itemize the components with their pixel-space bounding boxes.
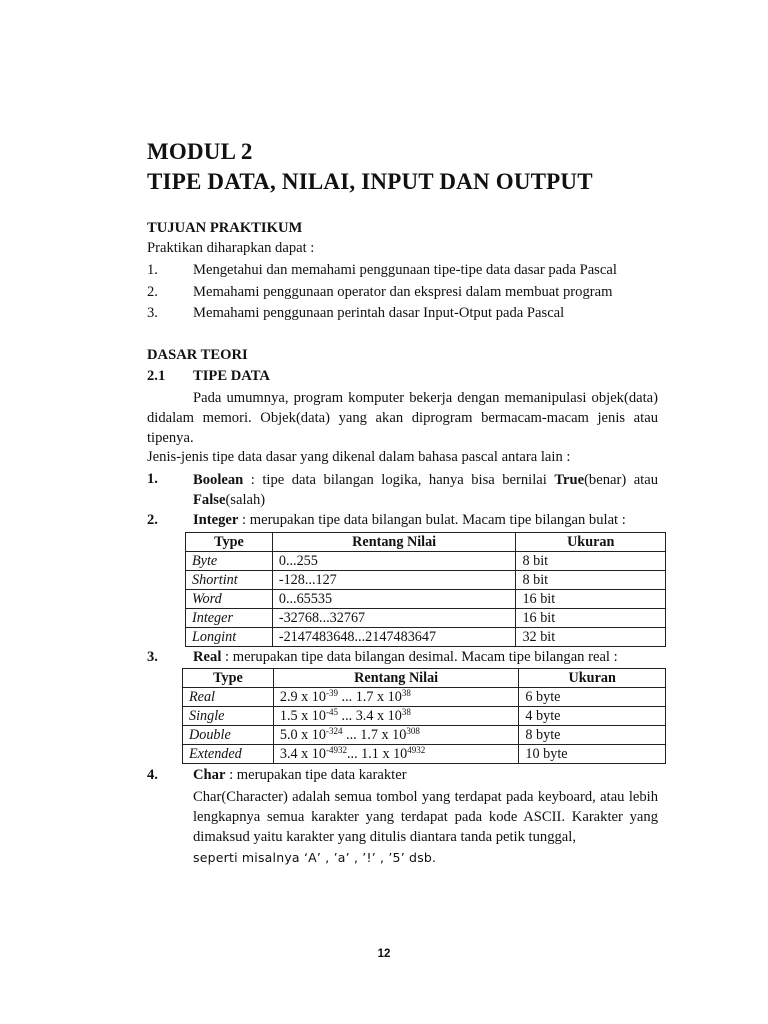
jenis-intro: Jenis-jenis tipe data dasar yang dikenal dalam bahasa pascal antara lain : xyxy=(147,449,571,465)
tujuan-item-1-num: 1. xyxy=(147,262,158,278)
type-cell: Shortint xyxy=(186,571,273,590)
real-description xyxy=(193,648,618,667)
header-size: Ukuran xyxy=(519,669,666,688)
tujuan-item-3-text: Memahami penggunaan perintah dasar Input-Otput pada Pascal xyxy=(193,305,565,321)
range-cell: 0...65535 xyxy=(272,590,516,609)
integer-text: : merupakan tipe data bilangan bulat. Macam tipe bilangan bulat : xyxy=(238,512,626,528)
char-term: Char xyxy=(193,767,226,783)
header-range: Rentang Nilai xyxy=(272,533,516,552)
range-cell: -128...127 xyxy=(272,571,516,590)
integer-num: 2. xyxy=(147,512,158,528)
range-cell xyxy=(273,688,519,707)
real-type-table xyxy=(182,668,666,764)
range-cell: -2147483648...2147483647 xyxy=(272,628,516,647)
size-cell: 8 bit xyxy=(516,571,666,590)
range-cell xyxy=(273,745,519,764)
boolean-text-a: : tipe data bilangan logika, hanya bisa bernilai xyxy=(243,472,555,488)
range-low-mantissa: 3.4 x 10 xyxy=(279,745,326,762)
table-row xyxy=(183,688,666,707)
range-high-mantissa: 1.7 x 10 xyxy=(360,726,407,743)
size-cell: 6 byte xyxy=(519,688,666,707)
tujuan-item-2-num: 2. xyxy=(147,284,158,300)
char-num: 4. xyxy=(147,767,158,783)
tujuan-intro: Praktikan diharapkan dapat : xyxy=(147,240,315,256)
range-cell xyxy=(273,707,519,726)
integer-type-table xyxy=(185,532,666,647)
true-word: True xyxy=(554,472,585,488)
boolean-description xyxy=(193,470,658,510)
char-paragraph: Char(Character) adalah semua tombol yang terdapat pada keyboard, atau lebih lengkapnya semua karakter yang terdapat pada kode ASCII. Karakter yang dimaksud yaitu karakter yang ditulis diantara tanda petik tunggal, xyxy=(193,789,658,845)
tujuan-item-3-num: 3. xyxy=(147,305,158,321)
range-low-exponent: -324 xyxy=(325,725,343,736)
table-row xyxy=(186,571,666,590)
char-description xyxy=(193,766,407,785)
char-example: seperti misalnya ‘A’ , ’a’ , ’!’ , ’5’ dsb. xyxy=(193,850,437,865)
table-row xyxy=(183,707,666,726)
real-num: 3. xyxy=(147,649,158,665)
range-high-mantissa: 1.7 x 10 xyxy=(355,688,402,705)
header-range: Rentang Nilai xyxy=(273,669,519,688)
header-type: Type xyxy=(183,669,274,688)
size-cell: 16 bit xyxy=(516,590,666,609)
table-row xyxy=(186,609,666,628)
size-cell: 10 byte xyxy=(519,745,666,764)
table-row xyxy=(183,726,666,745)
range-high-exponent: 308 xyxy=(406,725,420,736)
boolean-text-b: (benar) atau xyxy=(584,472,658,488)
header-size: Ukuran xyxy=(516,533,666,552)
table-row xyxy=(186,552,666,571)
size-cell: 4 byte xyxy=(519,707,666,726)
table-header-row xyxy=(186,533,666,552)
range-low-exponent: -39 xyxy=(325,687,338,698)
size-cell: 8 byte xyxy=(519,726,666,745)
boolean-num: 1. xyxy=(147,471,158,487)
module-title: TIPE DATA, NILAI, INPUT DAN OUTPUT xyxy=(147,169,593,194)
range-low-mantissa: 1.5 x 10 xyxy=(279,707,326,724)
tipe-data-paragraph: Pada umumnya, program komputer bekerja dengan memanipulasi objek(data) didalam memori. Objek(data) yang akan diprogram bermacam-macam jenis atau tipenya. xyxy=(147,390,658,446)
table-row xyxy=(183,745,666,764)
range-low-mantissa: 2.9 x 10 xyxy=(279,688,326,705)
section-title: TIPE DATA xyxy=(193,368,270,384)
range-separator: ... xyxy=(337,707,356,724)
module-number-title: MODUL 2 xyxy=(147,139,253,164)
type-cell: Single xyxy=(183,707,274,726)
tujuan-heading: TUJUAN PRAKTIKUM xyxy=(147,220,303,236)
range-low-exponent: -4932 xyxy=(325,744,347,755)
type-cell: Real xyxy=(183,688,274,707)
tujuan-item-1-text: Mengetahui dan memahami penggunaan tipe-tipe data dasar pada Pascal xyxy=(193,262,617,278)
table-row xyxy=(186,590,666,609)
real-term: Real xyxy=(193,649,222,665)
dasar-teori-heading: DASAR TEORI xyxy=(147,347,248,363)
range-separator: ... xyxy=(342,726,361,743)
range-high-mantissa: 3.4 x 10 xyxy=(355,707,402,724)
section-number: 2.1 xyxy=(147,368,166,384)
range-high-exponent: 38 xyxy=(401,706,411,717)
type-cell: Byte xyxy=(186,552,273,571)
range-cell: -32768...32767 xyxy=(272,609,516,628)
type-cell: Longint xyxy=(186,628,273,647)
type-cell: Word xyxy=(186,590,273,609)
range-low-exponent: -45 xyxy=(325,706,338,717)
boolean-text-c: (salah) xyxy=(225,492,266,508)
range-separator: ... xyxy=(346,745,362,762)
boolean-term: Boolean xyxy=(193,472,244,488)
size-cell: 8 bit xyxy=(516,552,666,571)
char-text: : merupakan tipe data karakter xyxy=(225,767,407,783)
page-number: 12 xyxy=(377,948,391,960)
range-high-mantissa: 1.1 x 10 xyxy=(361,745,408,762)
type-cell: Extended xyxy=(183,745,274,764)
real-text: : merupakan tipe data bilangan desimal. Macam tipe bilangan real : xyxy=(221,649,618,665)
header-type: Type xyxy=(186,533,273,552)
tujuan-item-2-text: Memahami penggunaan operator dan ekspresi dalam membuat program xyxy=(193,284,613,300)
size-cell: 32 bit xyxy=(516,628,666,647)
type-cell: Double xyxy=(183,726,274,745)
range-cell: 0...255 xyxy=(272,552,516,571)
type-cell: Integer xyxy=(186,609,273,628)
range-cell xyxy=(273,726,519,745)
integer-term: Integer xyxy=(193,512,239,528)
integer-description xyxy=(193,511,626,530)
range-high-exponent: 4932 xyxy=(407,744,426,755)
range-separator: ... xyxy=(337,688,356,705)
table-header-row xyxy=(183,669,666,688)
size-cell: 16 bit xyxy=(516,609,666,628)
range-high-exponent: 38 xyxy=(401,687,411,698)
false-word: False xyxy=(193,492,226,508)
table-row xyxy=(186,628,666,647)
range-low-mantissa: 5.0 x 10 xyxy=(279,726,326,743)
